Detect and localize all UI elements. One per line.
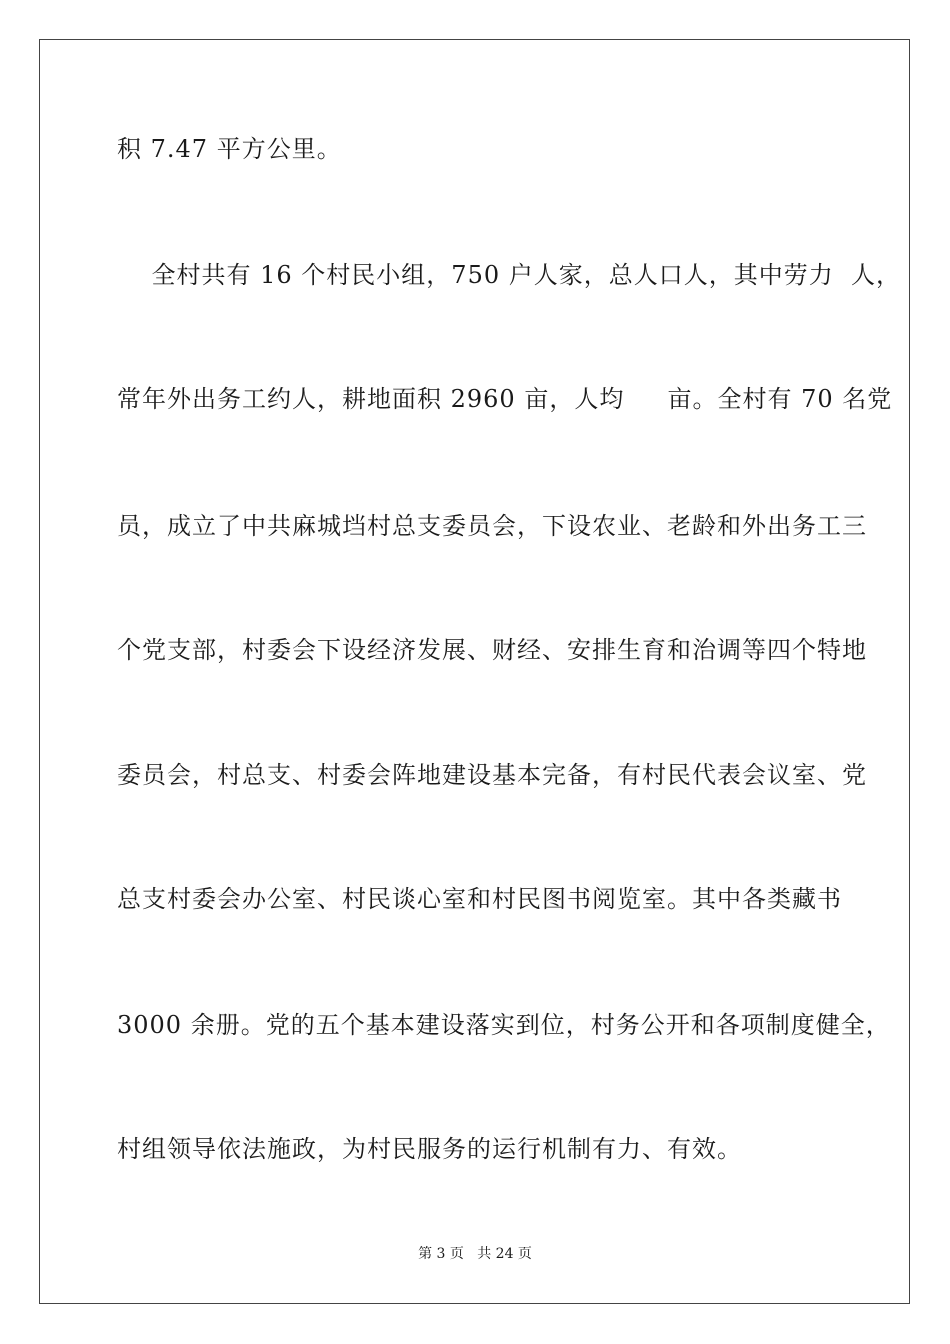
page-number-footer: 第 3 页 共 24 页 [418, 1246, 532, 1262]
body-text-line-2: 全村共有 16 个村民小组，750 户人家，总人口人，其中劳力 人， [117, 261, 902, 289]
body-text-line-5: 个党支部，村委会下设经济发展、财经、安排生育和治调等四个特地 [117, 636, 867, 664]
body-text-line-9: 村组领导依法施政，为村民服务的运行机制有力、有效。 [117, 1135, 742, 1163]
body-text-line-4: 员，成立了中共麻城垱村总支委员会，下设农业、老龄和外出务工三 [117, 512, 867, 540]
body-text-line-7: 总支村委会办公室、村民谈心室和村民图书阅览室。其中各类藏书 [117, 885, 842, 913]
body-text-line-6: 委员会，村总支、村委会阵地建设基本完备，有村民代表会议室、党 [117, 761, 867, 789]
body-text-line-1: 积 7.47 平方公里。 [117, 135, 342, 163]
body-text-line-3: 常年外出务工约人，耕地面积 2960 亩，人均 亩。全村有 70 名党 [117, 385, 893, 413]
body-text-line-8: 3000 余册。党的五个基本建设落实到位，村务公开和各项制度健全， [117, 1011, 891, 1039]
page-border [39, 39, 910, 1304]
